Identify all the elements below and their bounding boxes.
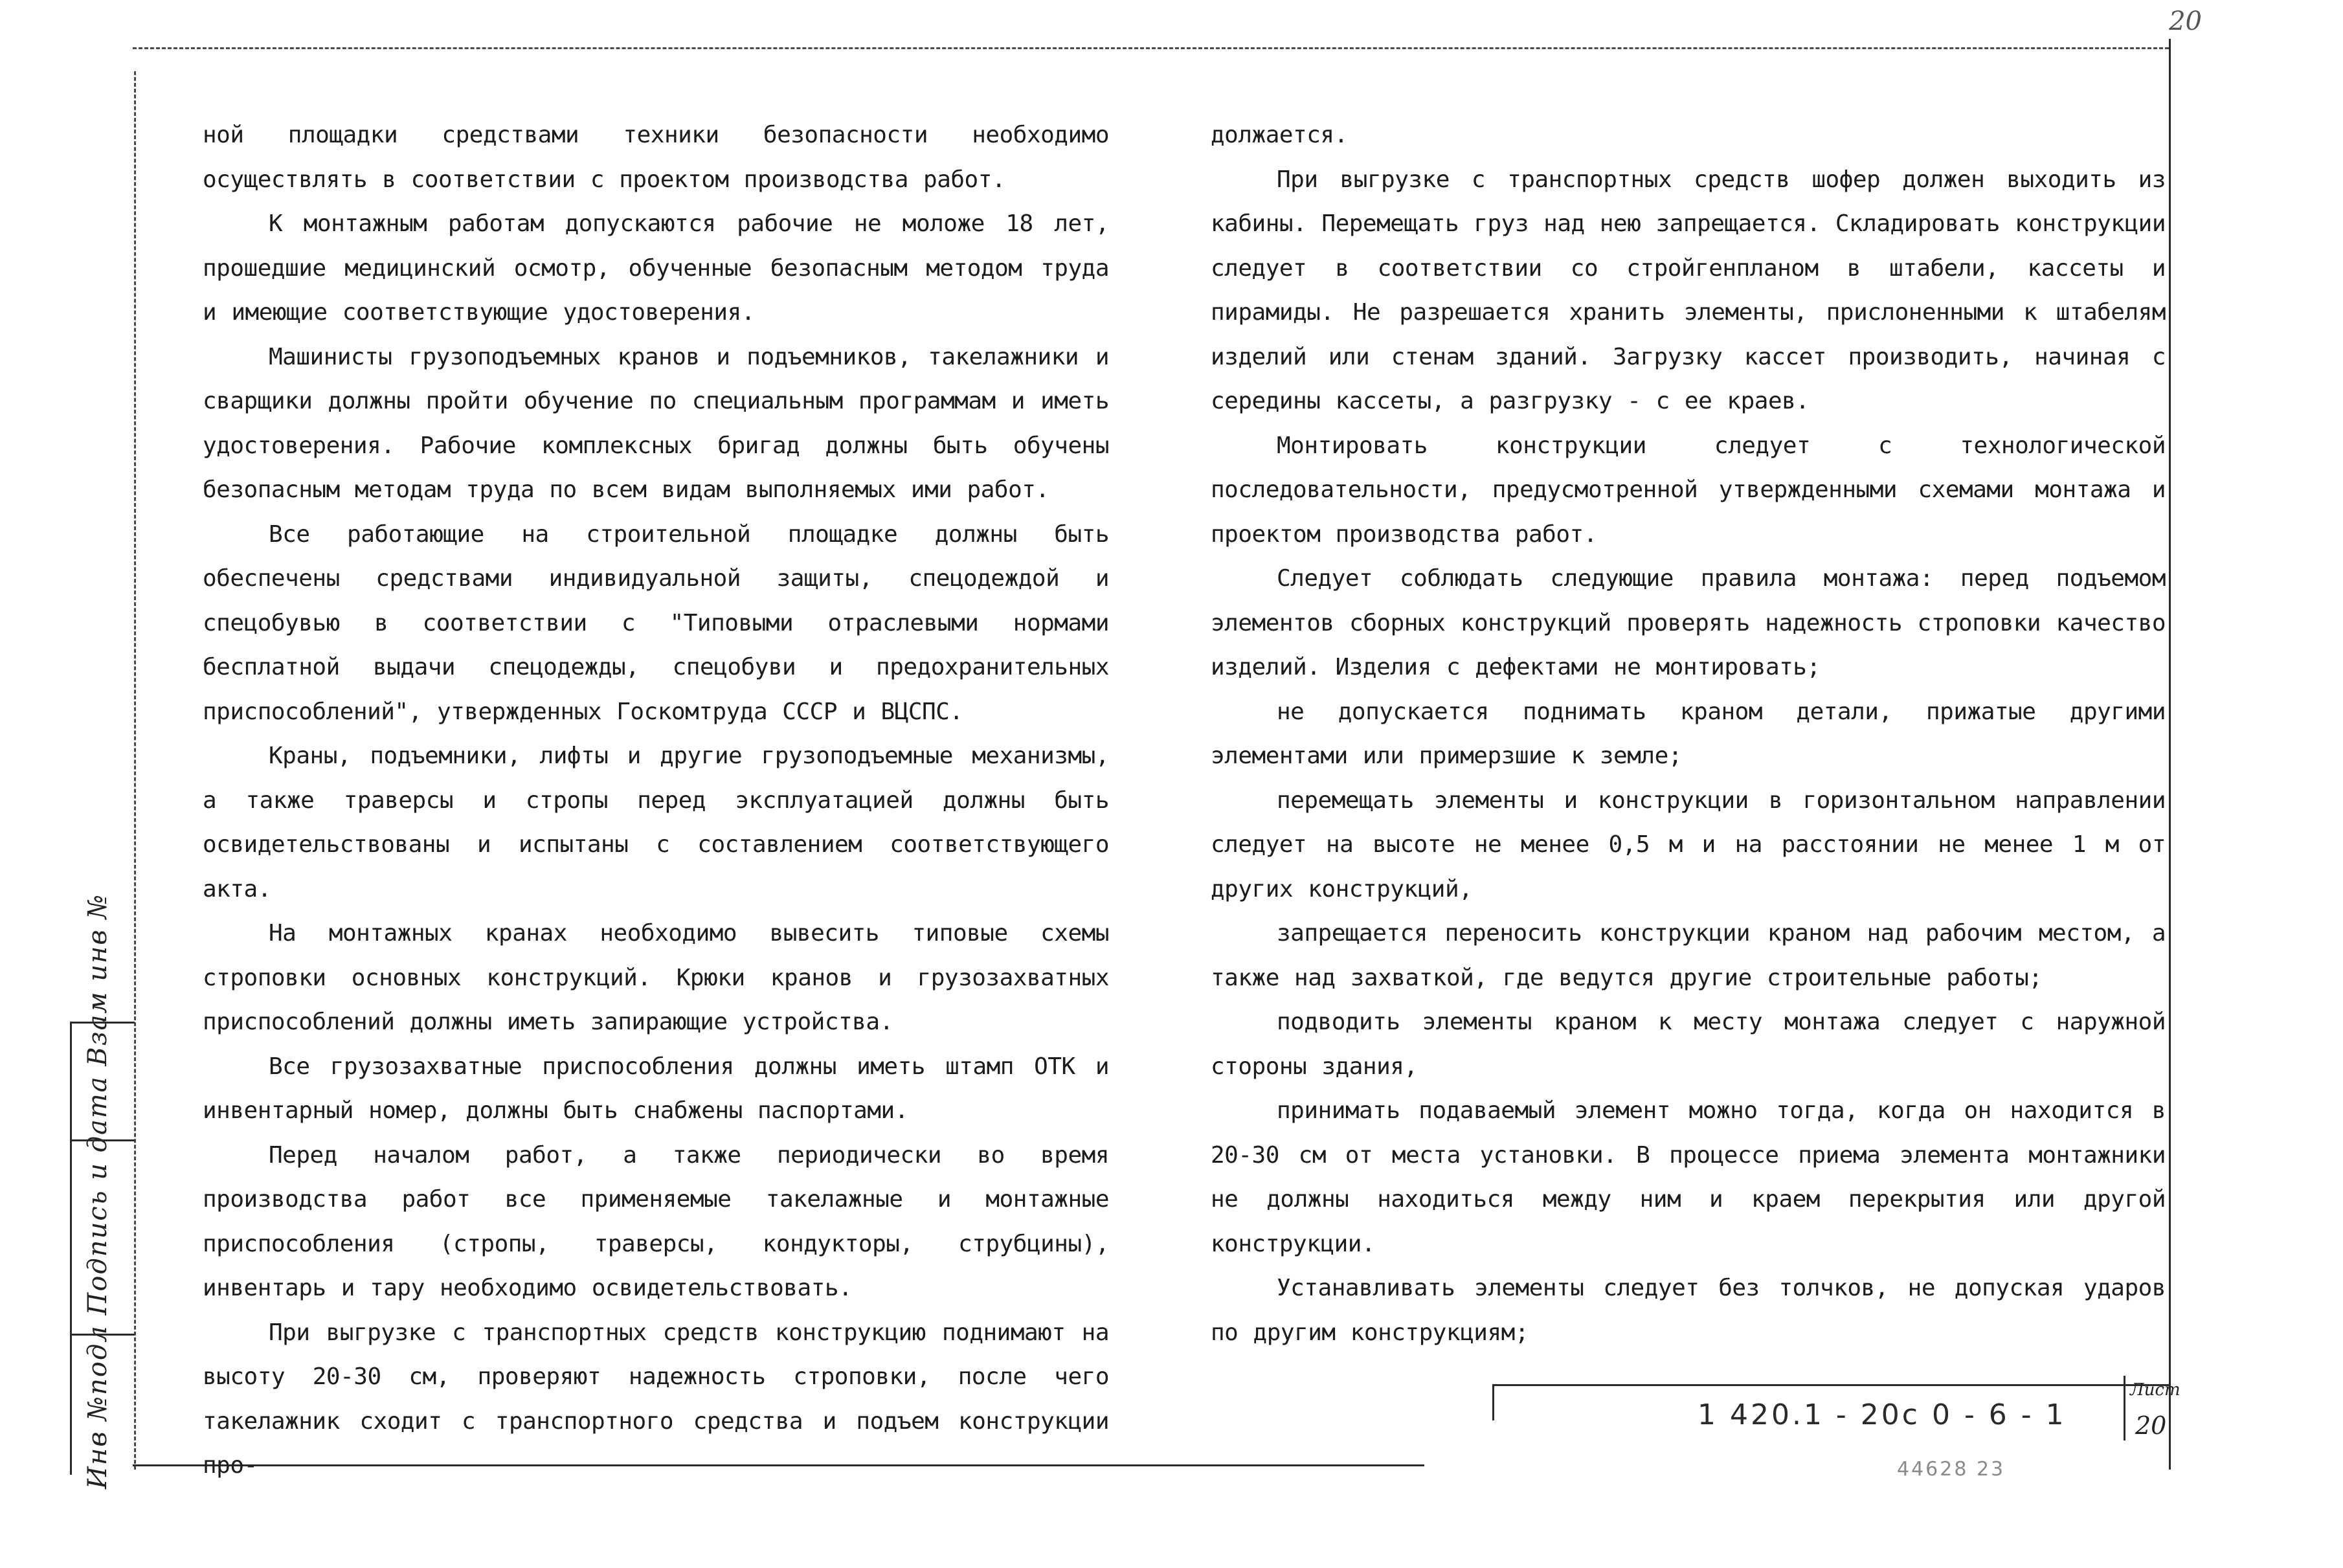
right-frame-line	[2169, 39, 2171, 1470]
right-paragraph-1: должается.	[1211, 122, 1348, 148]
right-paragraph-10: Устанавливать элементы следует без толчков, не допуская ударов по другим конструкциям;	[1211, 1275, 2166, 1346]
title-block-top-line	[1492, 1384, 2169, 1386]
right-paragraph-7: запрещается переносить конструкции краном над рабочим местом, а также над захваткой, где ведутся другие строительные работы;	[1211, 920, 2166, 991]
margin-stamp-rule-1	[70, 1022, 135, 1024]
right-paragraph-9: принимать подаваемый элемент можно тогда, когда он находится в 20-30 см от места установки. В процессе приема элемента монтажники не должны находиться между ним и краем перекрытия или другой конструкции.	[1211, 1097, 2166, 1257]
margin-stamp-border	[70, 1022, 72, 1475]
right-paragraph-8: подводить элементы краном к месту монтажа следует с наружной стороны здания,	[1211, 1009, 2166, 1080]
left-paragraph-4: Все работающие на строительной площадке должны быть обеспечены средствами индивидуальной защиты, спецодеждой и спецобувью в соответствии с "Типовыми отраслевыми нормами бесплатной выдачи спецодежды, спецобуви и предохранительных приспособлений", утвержденных Госкомтруда СССР и ВЦСПС.	[203, 521, 1109, 725]
archive-number: 44628 23	[1897, 1458, 2006, 1481]
left-paragraph-3: Машинисты грузоподъемных кранов и подъемников, такелажники и сварщики должны пройти обучение по специальным программам и иметь удостоверения. Рабочие комплексных бригад должны быть обучены безопасным методам труда по всем видам выполняемых ими работ.	[203, 343, 1109, 503]
left-paragraph-2: К монтажным работам допускаются рабочие не моложе 18 лет, прошедшие медицинский осмотр, обученные безопасным методом труда и имеющие соответствующие удостоверения.	[203, 210, 1109, 326]
top-frame-line	[133, 47, 2169, 49]
left-text-column	[203, 113, 1109, 1488]
left-paragraph-6: На монтажных кранах необходимо вывесить типовые схемы строповки основных конструкций. Крюки кранов и грузозахватных приспособлений должны иметь запирающие устройства.	[203, 920, 1109, 1035]
sheet-number: 20	[2135, 1411, 2167, 1440]
left-paragraph-1: ной площадки средствами техники безопасности необходимо осуществлять в соответствии с проектом производства работ.	[203, 122, 1109, 193]
left-paragraph-7: Все грузозахватные приспособления должны иметь штамп ОТК и инвентарный номер, должны быть снабжены паспортами.	[203, 1053, 1109, 1124]
left-paragraph-5: Краны, подъемники, лифты и другие грузоподъемные механизмы, а также траверсы и стропы перед эксплуатацией должны быть освидетельствованы и испытаны с составлением соответствующего акта.	[203, 743, 1109, 902]
margin-stamp-rule-2	[70, 1139, 135, 1141]
right-paragraph-5: не допускается поднимать краном детали, прижатые другими элементами или примерзшие к земле;	[1211, 698, 2166, 769]
right-paragraph-6: перемещать элементы и конструкции в горизонтальном направлении следует на высоте не менее 0,5 м и на расстоянии не менее 1 м от других конструкций,	[1211, 787, 2166, 902]
right-paragraph-3: Монтировать конструкции следует с технологической последовательности, предусмотренной утвержденными схемами монтажа и проектом производства работ.	[1211, 432, 2166, 548]
margin-stamp-text: Инв №подл Подпись и дата Взам инв №	[83, 893, 113, 1489]
title-block-sheet-divider	[2124, 1376, 2125, 1440]
right-paragraph-2: При выгрузке с транспортных средств шофер должен выходить из кабины. Перемещать груз над нею запрещается. Складировать конструкции следует в соответствии со стройгенпланом в штабели, кассеты и пирамиды. Не разрешается хранить элементы, прислоненными к штабелям изделий или стенам зданий. Загрузку кассет производить, начиная с середины кассеты, а разгрузку - с ее краев.	[1211, 166, 2166, 414]
left-frame-line	[134, 71, 136, 1470]
document-code: 1 420.1 - 20с 0 - 6 - 1	[1698, 1398, 2067, 1431]
sheet-label: Лист	[2130, 1380, 2180, 1400]
left-paragraph-8: Перед началом работ, а также периодически во время производства работ все применяемые такелажные и монтажные приспособления (стропы, траверсы, кондукторы, струбцины), инвентарь и тару необходимо освидетельствовать.	[203, 1141, 1109, 1301]
margin-stamp-rule-3	[70, 1334, 135, 1336]
title-block-left-line	[1492, 1384, 1494, 1420]
left-paragraph-9: При выгрузке с транспортных средств конструкцию поднимают на высоту 20-30 см, проверяют надежность строповки, после чего такелажник сходит с транспортного средства и подъем конструкции про-	[203, 1319, 1109, 1479]
right-paragraph-4: Следует соблюдать следующие правила монтажа: перед подъемом элементов сборных конструкций проверять надежность строповки качество изделий. Изделия с дефектами не монтировать;	[1211, 565, 2166, 680]
margin-stamp	[70, 893, 128, 1489]
page-number-top: 20	[2169, 6, 2202, 36]
right-text-column	[1211, 113, 2166, 1355]
